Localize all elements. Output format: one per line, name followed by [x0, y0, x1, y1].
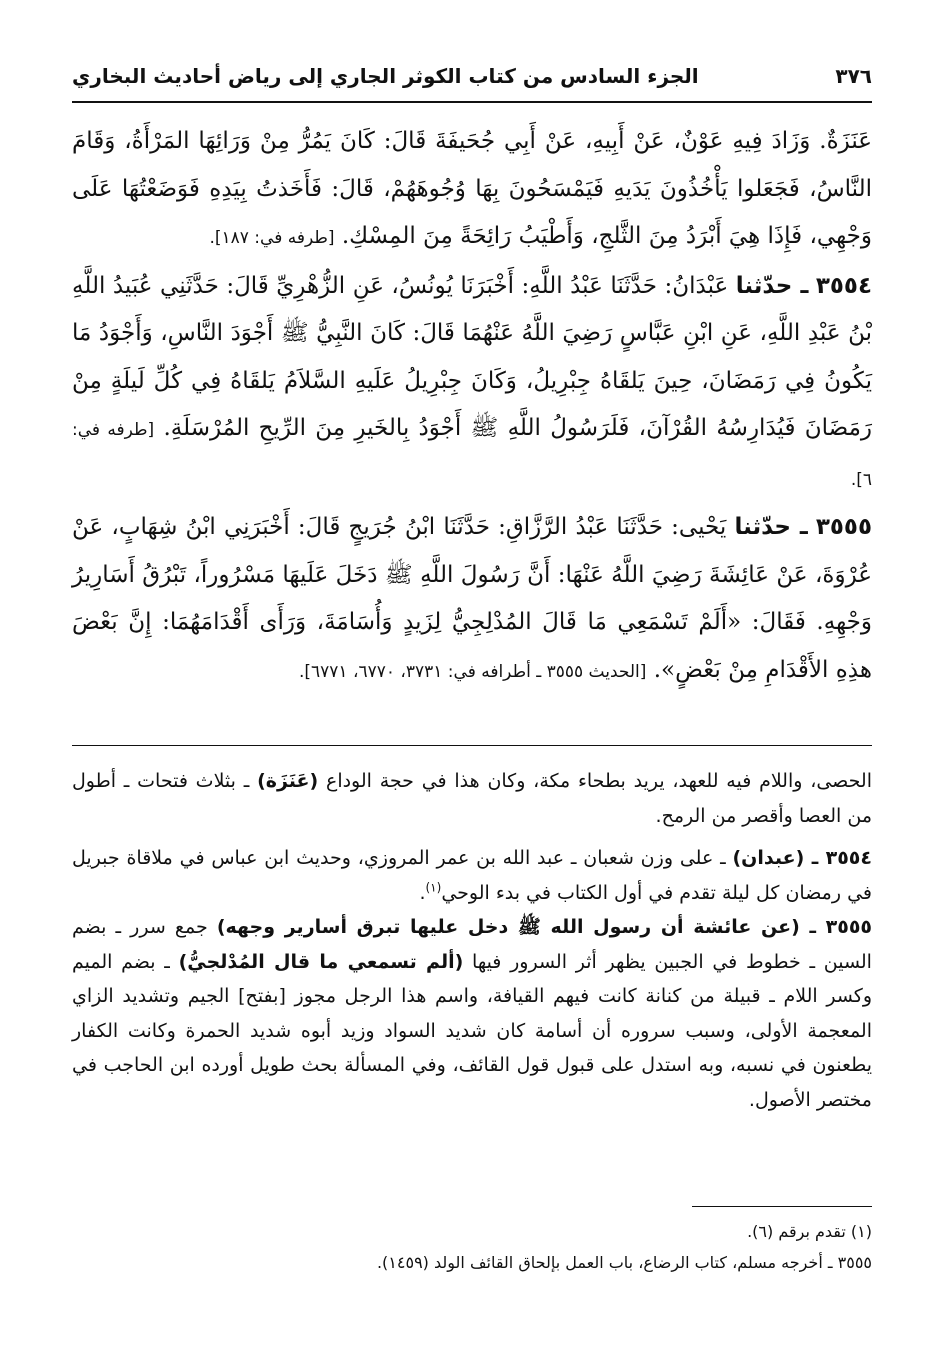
- commentary-para-1: [72, 764, 872, 833]
- footnote-marker: (١): [425, 880, 442, 895]
- commentary-text: ـ على وزن شعبان ـ عبد الله بن عمر المروزي، وحديث ابن عباس في ملاقاة جبريل في رمضان كل ليلة تقدم في أول الكتاب في بدء الوحي: [72, 847, 872, 904]
- commentary-text: جمع سرر ـ بضم السين ـ خطوط في الجبين يظهر أثر السرور فيها: [72, 916, 872, 973]
- running-title: الجزء السادس من كتاب الكوثر الجاري إلى رياض أحاديث البخاري: [72, 64, 699, 88]
- hadith-ref: [الحديث ٣٥٥٥ ـ أطرافه في: ٣٧٣١، ٦٧٧٠، ٦٧٧١].: [298, 661, 647, 682]
- hadith-3555: [72, 504, 872, 696]
- hadith-body: عَبْدَانُ: حَدَّثَنَا عَبْدُ اللَّهِ: أَخْبَرَنَا يُونُسُ، عَنِ الزُّهْرِيِّ قَالَ: حَدَّثَنِي عُبَيدُ اللَّهِ بْنُ عَبْدِ اللَّهِ، عَنِ ابْنِ عَبَّاسٍ رَضِيَ اللَّهُ عَنْهُمَا قَالَ: كَانَ النَّبِيُّ ﷺ أَجْوَدَ النَّاسِ، وَأَجْوَدُ مَا يَكُونُ فِي رَمَضَانَ، حِينَ يَلقَاهُ جِبْرِيلُ، وَكَانَ جِبْرِيلُ عَلَيهِ السَّلاَمُ يَلقَاهُ فِي كُلِّ لَيلَةٍ مِنْ رَمَضَانَ فَيُدَارِسُهُ القُرْآنَ، فَلَرَسُولُ اللَّهِ ﷺ أَجْوَدُ بِالخَيرِ مِنَ الرِّيحِ المُرْسَلَةِ.: [72, 272, 873, 441]
- hadith-3554: [72, 263, 872, 505]
- hadith-lead: ـ حدّثنا: [734, 514, 808, 540]
- hadith-text: [72, 118, 872, 696]
- commentary-divider: [72, 745, 872, 746]
- footnote-divider: [692, 1206, 872, 1207]
- hadith-continuation-ref: [طرفه في: ١٨٧].: [209, 228, 335, 248]
- hadith-number: ٣٥٥٥: [815, 514, 873, 540]
- commentary-label: ٣٥٥٥ ـ (عن عائشة أن رسول الله ﷺ دخل عليها تبرق أسارير وجهه): [216, 916, 873, 938]
- hadith-lead: ـ حدّثنا: [735, 272, 809, 299]
- footnotes: [72, 1216, 872, 1278]
- hadith-number: ٣٥٥٤: [815, 272, 872, 299]
- commentary: [72, 764, 872, 1117]
- footnote-2: ٣٥٥٥ ـ أخرجه مسلم، كتاب الرضاع، باب العمل بإلحاق القائف الولد (١٤٥٩).: [376, 1253, 872, 1272]
- running-header: [72, 56, 872, 96]
- footnote-1: (١) تقدم برقم (٦).: [747, 1222, 872, 1241]
- commentary-para-3555: [72, 910, 872, 1117]
- hadith-ref: [طرفه في: ٦].: [72, 420, 872, 490]
- hadith-body: يَحْيى: حَدَّثَنَا عَبْدُ الرَّزَّاقِ: حَدَّثَنَا ابْنُ جُرَيجٍ قَالَ: أَخْبَرَنِي ابْنُ شِهَابٍ، عَنْ عُرْوَةَ، عَنْ عَائِشَةَ رَضِيَ اللَّهُ عَنْهَا: أَنَّ رَسُولَ اللَّهِ ﷺ دَخَلَ عَلَيهَا مَسْرُوراً، تَبْرُقُ أَسَارِيرُ وَجْهِهِ. فَقَالَ: «أَلَمْ تَسْمَعِي مَا قَالَ المُدْلِجِيُّ لِزَيدٍ وَأُسَامَةَ، وَرَأَى أَقْدَامَهُمَا: إِنَّ بَعْضَ هذِهِ الأَقْدَامِ مِنْ بَعْضٍ».: [72, 514, 872, 683]
- commentary-text: الحصى، واللام فيه للعهد، يريد بطحاء مكة، وكان هذا في حجة الوداع: [325, 770, 872, 792]
- page-number: ٣٧٦: [835, 64, 872, 88]
- commentary-label: ٣٥٥٤ ـ (عبدان): [732, 847, 872, 869]
- hadith-continuation: [72, 118, 872, 263]
- commentary-end: .: [419, 881, 426, 904]
- header-rule: [72, 101, 872, 103]
- commentary-text: ـ بضم الميم وكسر اللام ـ قبيلة من كنانة كانت فيهم القيافة، واسم هذا الرجل مجوز [بفتح] الجيم وتشديد الزاي المعجمة الأولى، وسبب سروره أن أسامة كان شديد السواد وزيد أبوه شديد الحمرة وكانت الكفار يطعنون في نسبه، وبه استدل على قبول قول القائف، وفي المسألة بحث طويل أورده ابن الحاجب في مختصر الأصول.: [72, 950, 872, 1111]
- hadith-continuation-text: عَنَزَةٌ. وَزَادَ فِيهِ عَوْنٌ، عَنْ أَبِيهِ، عَنْ أَبِي جُحَيفَةَ قَالَ: كَانَ يَمُرُّ مِنْ وَرَائِهَا المَرْأَةُ، وَقَامَ النَّاسُ، فَجَعَلوا يَأْخُذُونَ يَدَيهِ فَيَمْسَحُونَ بِهَا وُجُوهَهُمْ، قَالَ: فَأَخَذتُ بِيَدِهِ فَوَضَعْتُهَا عَلَى وَجْهِي، فَإِذَا هِيَ أَبْرَدُ مِنَ الثَّلجِ، وَأَطْيَبُ رَائِحَةً مِنَ المِسْكِ.: [72, 128, 872, 249]
- commentary-term: (عَنَزَة): [257, 770, 319, 792]
- commentary-text: ـ بثلاث فتحات ـ أطول من العصا وأقصر من الرمح.: [72, 770, 872, 827]
- commentary-para-3554: [72, 841, 872, 910]
- commentary-term: (ألم تسمعي ما قال المُدْلجيُّ): [178, 950, 464, 973]
